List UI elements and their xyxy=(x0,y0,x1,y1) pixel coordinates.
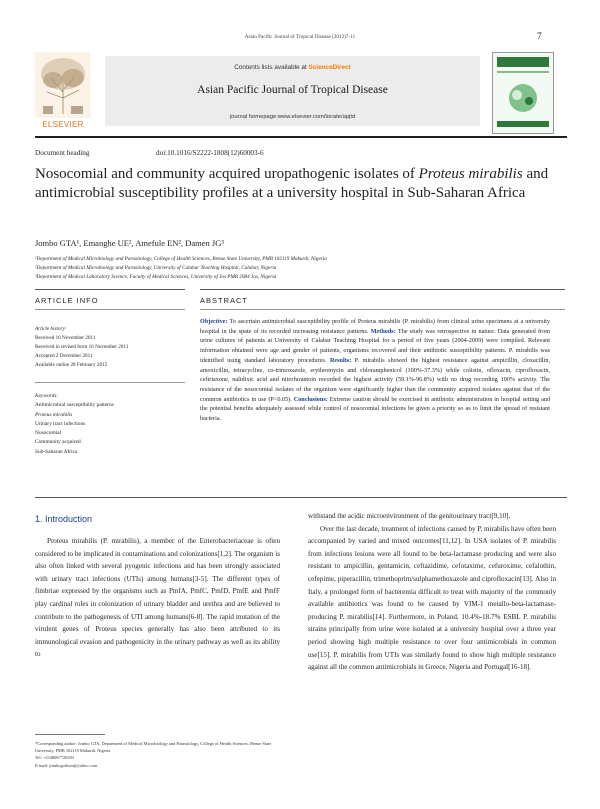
conclusions-text: Extreme caution should be exercised in antibiotic administration in hospital setting and the potential benefits adequately assessed while control of nosocomial infections be given a priority so as to limit the spread of resistant bacteria. xyxy=(200,395,551,423)
tree-logo-icon xyxy=(35,52,91,118)
right-paragraph-1: withstand the acidic microenvironment of the genitourinary tract[9,10]. xyxy=(308,512,511,520)
methods-text: The study was retrospective in nature. Data generated from urine cultures of patients at University of Calabar Teaching Hospital for a period of five years (2004-2009) were compiled. Relevant information obtained were age and gender of patients, organisms recovered and their antibiotic susceptibility patterns. P. mirabilis was identified using standard laboratory procedures. xyxy=(200,327,551,364)
journal-cover-thumbnail xyxy=(492,52,554,134)
abstract-bottom-rule xyxy=(35,497,567,498)
journal-cover-icon xyxy=(493,53,553,133)
journal-title: Asian Pacific Journal of Tropical Disease xyxy=(197,84,388,96)
doi[interactable]: doi:10.1016/S2222-1808(12)60003-6 xyxy=(156,149,264,157)
keyword-item: Proteus mirabilis xyxy=(35,411,73,418)
document-heading: Document heading xyxy=(35,149,90,157)
intro-right-column xyxy=(308,510,556,763)
footnote-tel: Tel: +2348067726393 xyxy=(35,755,74,761)
conclusions-label: Conclusions: xyxy=(293,395,328,403)
history-online: Available online 28 February 2012 xyxy=(35,362,108,368)
author-list: Jombo GTA¹, Emanghe UE², Amefule EN², Damen JG³ xyxy=(35,238,224,248)
intro-left-column: Proteus mirabilis (P. mirabilis), a member of the Enterobacteriaceae is often considered to be implicated in contaminations and colonizations[1,2]. The organism is also often linked with several pyogenic infections and has been strongly associated with urinary tract infections (UTIs) among humans[3-5]. The different types of fimbriae expressed by the organisms such as PmfA, PmfC, PmfD, PmfE and PmfF play cardinal roles in colonization of urinary bladder and urethra and are believed to contribute to the pathogenesis of UTI among humans[6-8]. The rapid mutation of the virulent genes of Proteus species generally has also been attributed to its immunological evasion and pathogenicity in the urinary pathway as well as its ability to xyxy=(35,537,280,659)
header-rule xyxy=(35,136,567,138)
abstract-top-rule xyxy=(200,289,565,290)
right-paragraph-2: Over the last decade, treatment of infections caused by P. mirabilis have often been accompanied by varied and mixed outcomes[11,12]. In USA isolates of P. mirabilis from infections lesions were all found to be beta-lactamase producing and were also resistant to ampicillin, gentamicin, ceftazidime, cefotaxime, cefuroxime, cefalothin, cefepime, piperacillin, trimethoprim/sulphamethoxazole and ciprofloxacin[13]. Also in Italy, a prolonged form of bacteremia difficult to treat with majority of the commonly available antibiotics was found to be caused by VIM-1 metallo-beta-lactamase-producing P. mirabilis[14]. Furthermore, in Poland, 10.4%-18.7% ESBL P. mirabilis strains principally from urine were isolated at a university hospital over a three year period showing high multiple resistance to over four antimicrobials in common use[15]. P. mirabilis from UTIs was similarly found to show high multiple resistance against all the common antimicrobials in Greece, Nigeria and Portugal[16-18]. xyxy=(308,524,556,672)
keyword-item: Community acquired xyxy=(35,439,81,446)
history-received: Received 10 November 2011 xyxy=(35,335,96,341)
keywords-label: Keywords: xyxy=(35,393,59,399)
history-accepted: Accepted 2 December 2011 xyxy=(35,353,93,359)
objective-text: To ascertain antimicrobial susceptibility profile of Proteus mirabilis (P. mirabilis) from clinical urine specimens at a university hospital in the spate of its recorded increasing resistance patterns. xyxy=(200,318,550,335)
elsevier-logo xyxy=(35,52,91,120)
methods-label: Methods: xyxy=(370,327,396,335)
history-revised: Received in revised form 16 November 2011 xyxy=(35,344,129,350)
abstract-heading: ABSTRACT xyxy=(200,296,249,305)
keywords xyxy=(35,392,185,457)
abstract-body xyxy=(200,317,550,424)
results-label: Results: xyxy=(329,356,352,364)
journal-homepage[interactable]: journal homepage:www.elsevier.com/locate/apjtd xyxy=(229,114,356,120)
article-info-heading: ARTICLE INFO xyxy=(35,296,99,305)
affiliation-1: ¹Department of Medical Microbiology and Parasitology, College of Health Sciences, Benue State University, PMB 102119 Makurdi, Nigeria xyxy=(35,256,327,262)
keyword-item: Urinary tract infections xyxy=(35,420,86,427)
keyword-item: Antimicrobial susceptibility patterns xyxy=(35,402,114,409)
results-text: P. mirabilis showed the highest resistance against ampicillin, cloxacillin, amoxicillin, tetracycline, co-trimoxazole, erythromycin and chloramphenicol (100%-37.3%) while colistin, ofloxacin, ciprofloxacin, ceftriaxone, nalidixic acid and nitrofurantoin recorded the highest activity (59.1%-96.8%) with no drug recording 100% activity. The resistance of the nosocomial isolates of the organism were significantly higher than the community acquired isolates against that of the common antibiotics in use (P<0.05). xyxy=(200,356,551,403)
keyword-item: Nosocomial xyxy=(35,430,62,437)
footnote xyxy=(35,740,280,769)
article-info-top-rule xyxy=(35,289,185,290)
sciencedirect-link[interactable]: ScienceDirect xyxy=(308,64,351,71)
title-organism: Proteus mirabilis xyxy=(418,166,523,182)
history-label: Article history: xyxy=(35,326,67,332)
title-part-2: and antimicrobial susceptibility profiles at a university hospital in Sub-Saharan Africa xyxy=(35,166,549,201)
publisher-name: ELSEVIER xyxy=(42,120,84,129)
footnote-email[interactable]: E-mail: jombogodwin@yahoo.com xyxy=(35,762,98,768)
contents-line xyxy=(105,64,480,71)
footnote-rule xyxy=(35,734,105,735)
article-info-sub-rule xyxy=(35,309,185,310)
footnote-corresponding: *Corresponding author: Jombo GTA, Department of Medical Microbiology and Parasitology, College of Health Sciences, Benue State University, PMB 102119 Makurdi, Nigeria xyxy=(35,741,272,754)
article-history xyxy=(35,325,185,370)
page-number: 7 xyxy=(537,32,542,42)
contents-prefix: Contents lists available at xyxy=(234,64,307,71)
affiliation-3: ³Department of Medical Laboratory Science, Faculty of Medical Sciences, University of Jos PMB 2084 Jos, Nigeria xyxy=(35,274,277,280)
abstract-sub-rule xyxy=(200,309,565,310)
affiliation-2: ²Department of Medical Microbiology and Parasitology, University of Calabar Teaching Hospital, Calabar, Nigeria xyxy=(35,265,277,271)
running-head: Asian Pacific Journal of Tropical Disease (2012)7-11 xyxy=(244,34,356,40)
title-part-1: Nosocomial and community acquired uropathogenic isolates of xyxy=(35,166,419,182)
introduction-heading: 1. Introduction xyxy=(35,514,93,524)
keyword-item: Sub-Saharan Africa xyxy=(35,448,78,455)
article-title xyxy=(35,165,565,203)
keywords-rule xyxy=(35,382,185,383)
objective-label: Objective: xyxy=(200,318,228,325)
